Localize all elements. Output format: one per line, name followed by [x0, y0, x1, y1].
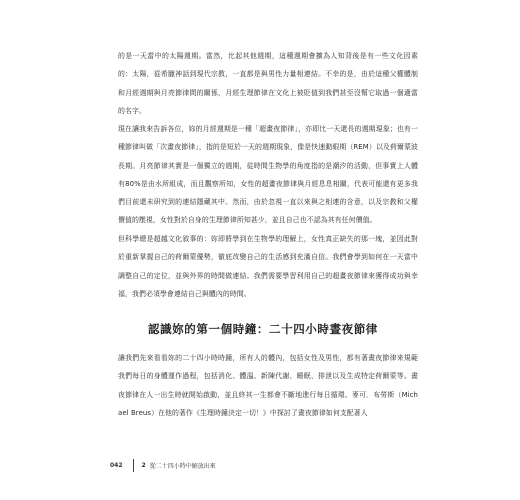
body-paragraph-3: 但科學總是超越文化敘事的：妳即將學到在生物學的理解上，女性真正缺失的那一塊，並因此對於重新掌握自己的荷爾蒙優勢，徹底改變自己的生活感到充滿自信。我們會學到如何在一天當中調整自己的定位，並與外界的時間做連結。我們需要學習利用自己的超畫夜節律來獲得成功與幸福，我們必須學會連結自己與體內的時間。: [118, 235, 418, 298]
body-paragraph-2: 現在讓我來告訴各位，妳的月經週期是一種「超畫夜節律」，亦即比一天還長的週期現象；也有一種節律叫做「次畫夜節律」，指的是短於一天的週期現象，像是快速動眼期（REM）以及荷爾蒙波長期。月亮節律其實是一個獨立的週期，從時間生物學的角度指的是潮汐的活動，但事實上人體有80%是由水所組成，而且觀察所知，女性的超畫夜節律與月經息息相關，代表可能還有更多我們目前還未研究到的連結隱藏其中。然而，由於忽視一直以來與之相連的含意，以及宗教和父權價值的壓視，女性對於自身的生理節律所知甚少，並且自己也不認為其有任何價值。: [118, 125, 418, 225]
section-heading: 認識妳的第一個時鐘：二十四小時晝夜節律: [148, 322, 378, 336]
footer-divider: [133, 459, 134, 472]
body-paragraph-4: 讓我們先來看看妳的二十四小時時鐘，所有人的體內，包括女性及男性，都有著晝夜節律來規範我們每日的身體運作過程，包括消化、體溫、新陳代謝、睡眠、排泄以及生成特定荷爾蒙等。晝夜節律在人一出生時就開始啟動，並且終其一生都會不斷地進行每日循環。麥可．布勞斯（Michael Breus）在他的著作《生理時鐘決定一切！》中探討了晝夜節律如何支配著人: [118, 354, 418, 417]
page-number: 042: [110, 461, 123, 469]
body-paragraph-1: 的是一天當中的太陽週期。當然，比起其他週期，這種週期會擴為人知背後是有一些文化因素的：太陽，從希臘神話到現代宗教，一直都是與男性力量相連結。不幸的是，由於這種父權體制和月經週期與月亮節律間的關係，月經生理節律在文化上被貶值到我們甚至沒幫它取過一個適當的名字。: [118, 52, 418, 115]
chapter-title: 從二十四小時中解放出來: [149, 462, 216, 470]
chapter-number: 2: [141, 461, 146, 469]
page-footer: [110, 458, 216, 472]
